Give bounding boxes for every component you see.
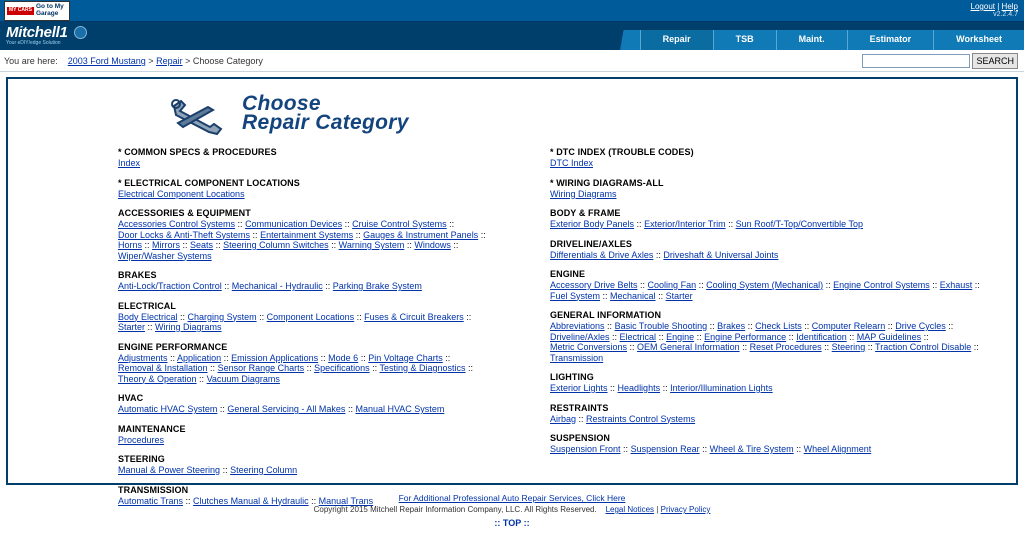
category-group xyxy=(550,403,992,425)
category-link[interactable]: Computer Relearn xyxy=(811,321,886,331)
link-separator: :: xyxy=(345,404,356,414)
link-separator: :: xyxy=(634,219,645,229)
link-separator: :: xyxy=(256,311,267,322)
category-link[interactable]: Wheel Alignment xyxy=(803,444,872,454)
link-separator: :: xyxy=(328,240,339,250)
help-link[interactable]: Help xyxy=(1001,2,1018,11)
link-separator: :: xyxy=(207,363,218,373)
category-link[interactable]: Index xyxy=(118,158,141,168)
link-separator: :: xyxy=(945,321,954,331)
category-link[interactable]: Automatic HVAC System xyxy=(118,404,218,414)
link-separator: :: xyxy=(600,290,611,301)
my-garage-label: Go to My Garage xyxy=(35,3,64,17)
page-title-line-2: Repair Category xyxy=(242,111,409,134)
category-link[interactable]: Seats xyxy=(190,240,214,250)
top-bar xyxy=(0,0,1024,22)
category-group xyxy=(118,270,498,292)
category-link-list xyxy=(118,496,498,507)
category-link[interactable]: Body Electrical xyxy=(118,311,178,322)
brand-bar xyxy=(0,22,1024,50)
link-separator: :: xyxy=(793,444,804,454)
category-group xyxy=(118,485,498,507)
link-separator: :: xyxy=(865,342,876,352)
link-separator: :: xyxy=(972,280,980,290)
category-link[interactable]: Suspension Front xyxy=(550,444,621,454)
category-group-heading: ACCESSORIES & EQUIPMENT xyxy=(118,208,251,218)
link-separator: :: xyxy=(609,331,620,342)
legal-notices-link[interactable]: Legal Notices xyxy=(605,505,655,514)
link-separator: :: xyxy=(221,281,232,291)
category-group-heading: * DTC INDEX (TROUBLE CODES) xyxy=(550,147,694,157)
wrench-icon xyxy=(168,93,234,133)
category-link[interactable]: Automatic Trans xyxy=(118,495,184,506)
link-separator: :: xyxy=(308,495,319,506)
category-group xyxy=(550,269,992,301)
link-separator: :: xyxy=(885,321,896,331)
category-group-heading: RESTRAINTS xyxy=(550,402,609,413)
category-link[interactable]: General Servicing - All Makes xyxy=(227,404,346,414)
category-link-list xyxy=(550,414,992,425)
tab-maint[interactable]: Maint. xyxy=(776,30,847,50)
category-link[interactable]: Anti-Lock/Traction Control xyxy=(118,281,222,291)
category-link[interactable]: Cooling System (Mechanical) xyxy=(706,280,824,290)
category-link[interactable]: Wiper/Washer Systems xyxy=(118,250,212,261)
link-separator: :: xyxy=(369,363,380,373)
category-group-heading: SUSPENSION xyxy=(550,433,611,443)
category-group-heading: GENERAL INFORMATION xyxy=(550,310,662,320)
link-separator: :: xyxy=(745,321,756,331)
top-account-links xyxy=(971,2,1018,18)
category-link[interactable]: Communication Devices xyxy=(245,219,343,229)
brand-name: Mitchell1 xyxy=(6,24,68,41)
category-link[interactable]: Vacuum Diagrams xyxy=(206,373,280,384)
category-group-heading: ELECTRICAL xyxy=(118,300,176,311)
brand-tagline: Your eDIY/edge Solution xyxy=(6,40,61,46)
category-link-list xyxy=(118,281,498,292)
search-area xyxy=(862,53,1018,69)
category-link-list xyxy=(118,435,498,446)
category-group xyxy=(118,342,498,385)
category-group-heading: BODY & FRAME xyxy=(550,208,621,218)
link-separator: :: xyxy=(213,240,224,250)
category-link[interactable]: Manual & Power Steering xyxy=(118,465,221,475)
breadcrumb-current: Choose Category xyxy=(192,56,263,66)
category-link[interactable]: Reset Procedures xyxy=(749,342,822,352)
category-link[interactable]: Abbreviations xyxy=(550,321,605,331)
tab-worksheet[interactable]: Worksheet xyxy=(933,30,1024,50)
category-link[interactable]: Sensor Range Charts xyxy=(217,363,305,373)
footer-separator: | xyxy=(656,505,659,514)
category-link[interactable]: Removal & Installation xyxy=(118,363,208,373)
category-link-list xyxy=(118,189,498,200)
link-separator: :: xyxy=(801,321,812,331)
page-title xyxy=(242,94,409,132)
link-separator: :: xyxy=(823,280,834,290)
link-separator: :: xyxy=(465,363,474,373)
category-link[interactable]: Steering Column Switches xyxy=(223,240,329,250)
category-link[interactable]: Identification xyxy=(796,331,847,342)
category-link-list xyxy=(550,250,992,261)
category-group xyxy=(550,178,992,200)
category-link[interactable]: Accessory Drive Belts xyxy=(550,280,638,290)
tab-tsb[interactable]: TSB xyxy=(713,30,776,50)
category-link[interactable]: Pin Voltage Charts xyxy=(368,352,443,363)
category-link[interactable]: Electrical xyxy=(619,331,657,342)
logout-link[interactable]: Logout xyxy=(970,2,995,11)
category-group-heading: ENGINE xyxy=(550,269,586,279)
top-links-separator: | xyxy=(997,2,1000,11)
link-separator: :: xyxy=(463,311,472,322)
category-link[interactable]: Gauges & Instrument Panels xyxy=(363,229,479,240)
category-group-heading: LIGHTING xyxy=(550,372,594,382)
link-separator: :: xyxy=(656,331,667,342)
link-separator: :: xyxy=(653,249,664,260)
category-link[interactable]: Exterior/Interior Trim xyxy=(644,219,726,229)
category-group xyxy=(118,424,498,446)
link-separator: :: xyxy=(699,444,710,454)
breadcrumb-prefix: You are here: xyxy=(4,56,58,66)
category-group-heading: STEERING xyxy=(118,454,165,464)
category-link-list xyxy=(118,404,498,415)
category-group xyxy=(118,393,498,415)
link-separator: :: xyxy=(446,219,455,229)
link-separator: :: xyxy=(442,352,451,363)
category-link[interactable]: Steering Column xyxy=(230,465,298,475)
category-group xyxy=(118,147,498,169)
nav-skew-decoration xyxy=(604,30,640,50)
category-link[interactable]: Component Locations xyxy=(266,311,355,322)
category-link[interactable]: Suspension Rear xyxy=(630,444,700,454)
link-separator: :: xyxy=(322,281,333,291)
version-label: v2.2.4.7 xyxy=(993,11,1018,18)
page-title-row xyxy=(168,93,1006,133)
category-group xyxy=(550,147,992,169)
privacy-policy-link[interactable]: Privacy Policy xyxy=(660,505,711,514)
category-link[interactable]: Mirrors xyxy=(152,240,181,250)
category-link[interactable]: Brakes xyxy=(717,321,746,331)
category-link-list xyxy=(550,280,992,301)
category-link[interactable]: Cruise Control Systems xyxy=(352,219,447,229)
link-separator: :: xyxy=(220,465,231,475)
link-separator: :: xyxy=(450,240,459,250)
category-column-left xyxy=(18,147,512,515)
back-to-top-link[interactable]: :: TOP :: xyxy=(494,518,530,528)
main-nav-tabs xyxy=(604,30,1024,50)
category-link[interactable]: Exterior Body Panels xyxy=(550,219,635,229)
category-link[interactable]: Engine xyxy=(666,331,695,342)
category-group-heading: * COMMON SPECS & PROCEDURES xyxy=(118,147,277,157)
category-link[interactable]: Differentials & Drive Axles xyxy=(550,249,654,260)
my-garage-button[interactable] xyxy=(4,1,70,21)
category-link-list xyxy=(550,444,992,455)
category-link[interactable]: Cooling Fan xyxy=(647,280,697,290)
link-separator: :: xyxy=(846,331,857,342)
category-group-heading: TRANSMISSION xyxy=(118,484,189,495)
brand-circle-icon xyxy=(74,26,87,39)
category-group xyxy=(550,208,992,230)
category-link[interactable]: Clutches Manual & Hydraulic xyxy=(193,495,309,506)
category-link[interactable]: Door Locks & Anti-Theft Systems xyxy=(118,229,251,240)
category-link[interactable]: Mechanical - Hydraulic xyxy=(231,281,323,291)
category-link[interactable]: Driveline/Axles xyxy=(550,331,610,342)
category-link[interactable]: Starter xyxy=(665,290,693,301)
link-separator: :: xyxy=(739,342,750,352)
link-separator: :: xyxy=(145,322,156,332)
category-link[interactable]: Theory & Operation xyxy=(118,373,197,384)
category-columns xyxy=(18,147,1006,515)
link-separator: :: xyxy=(607,383,618,393)
link-separator: :: xyxy=(786,331,797,342)
category-group-heading: * WIRING DIAGRAMS-ALL xyxy=(550,177,664,188)
category-link[interactable]: Sun Roof/T-Top/Convertible Top xyxy=(735,219,863,229)
link-separator: :: xyxy=(821,342,832,352)
category-link[interactable]: Driveshaft & Universal Joints xyxy=(663,249,779,260)
category-link[interactable]: Starter xyxy=(118,322,146,332)
category-link[interactable]: Exhaust xyxy=(939,280,973,290)
link-separator: :: xyxy=(304,363,315,373)
category-link[interactable]: Check Lists xyxy=(755,321,802,331)
category-link-list xyxy=(550,189,992,200)
link-separator: :: xyxy=(929,280,940,290)
category-link[interactable]: Adjustments xyxy=(118,352,168,363)
link-separator: :: xyxy=(167,352,178,363)
link-separator: :: xyxy=(142,240,153,250)
category-link[interactable]: Mechanical xyxy=(610,290,656,301)
link-separator: :: xyxy=(354,311,365,322)
link-separator: :: xyxy=(177,311,188,322)
category-link[interactable]: Windows xyxy=(414,240,451,250)
link-separator: :: xyxy=(342,219,353,229)
copyright-text: Copyright 2015 Mitchell Repair Information Company, LLC. All Rights Reserved. xyxy=(313,505,597,514)
link-separator: :: xyxy=(235,219,246,229)
category-link[interactable]: Exterior Lights xyxy=(550,383,608,393)
brand-logo[interactable] xyxy=(6,24,87,46)
category-link[interactable]: Horns xyxy=(118,240,143,250)
search-input[interactable] xyxy=(862,54,970,68)
category-link-list xyxy=(118,465,498,476)
category-link-list xyxy=(118,353,498,385)
link-separator: :: xyxy=(660,383,671,393)
category-link-list xyxy=(118,158,498,169)
category-link[interactable]: Traction Control Disable xyxy=(875,342,972,352)
category-group-heading: MAINTENANCE xyxy=(118,423,186,434)
search-button[interactable]: SEARCH xyxy=(972,53,1018,69)
category-link-list xyxy=(118,219,498,261)
link-separator: :: xyxy=(620,444,631,454)
link-separator: :: xyxy=(358,352,369,363)
link-separator: :: xyxy=(604,321,615,331)
category-group xyxy=(118,454,498,476)
link-separator: :: xyxy=(627,342,638,352)
breadcrumb-arrow-2: > xyxy=(185,56,191,66)
category-link[interactable]: Entertainment Systems xyxy=(260,229,354,240)
category-link[interactable]: MAP Guidelines xyxy=(856,331,922,342)
category-group-heading: ENGINE PERFORMANCE xyxy=(118,341,228,352)
category-link[interactable]: Transmission xyxy=(550,352,604,363)
link-separator: :: xyxy=(921,331,929,342)
link-separator: :: xyxy=(404,240,415,250)
tab-repair[interactable]: Repair xyxy=(640,30,713,50)
category-link[interactable]: Metric Conversions xyxy=(550,342,628,352)
category-group xyxy=(118,208,498,261)
category-group xyxy=(118,301,498,333)
link-separator: :: xyxy=(217,404,228,414)
category-group-heading: HVAC xyxy=(118,393,144,403)
pro-services-link[interactable]: For Additional Professional Auto Repair Services, Click Here xyxy=(398,493,626,503)
link-separator: :: xyxy=(180,240,191,250)
link-separator: :: xyxy=(725,219,736,229)
category-link[interactable]: Manual HVAC System xyxy=(355,404,445,414)
category-link[interactable]: Testing & Diagnostics xyxy=(379,363,466,373)
category-link[interactable]: Headlights xyxy=(617,383,661,393)
link-separator: :: xyxy=(696,280,707,290)
link-separator: :: xyxy=(250,229,261,240)
breadcrumb-vehicle[interactable]: 2003 Ford Mustang xyxy=(67,56,146,66)
link-separator: :: xyxy=(576,413,587,424)
category-link[interactable]: Parking Brake System xyxy=(332,281,422,291)
link-separator: :: xyxy=(637,280,648,290)
category-link[interactable]: Mode 6 xyxy=(328,352,359,363)
category-link[interactable]: Warning System xyxy=(338,240,405,250)
link-separator: :: xyxy=(707,321,718,331)
link-separator: :: xyxy=(353,229,364,240)
category-group xyxy=(550,372,992,394)
category-link[interactable]: Wiring Diagrams xyxy=(550,188,617,199)
link-separator: :: xyxy=(196,373,207,384)
category-link[interactable]: DTC Index xyxy=(550,158,594,168)
category-column-right xyxy=(512,147,1006,515)
category-link[interactable]: Emission Applications xyxy=(231,352,319,363)
category-group-heading: DRIVELINE/AXLES xyxy=(550,238,633,249)
category-link[interactable]: Engine Performance xyxy=(704,331,787,342)
tab-estimator[interactable]: Estimator xyxy=(847,30,934,50)
category-link[interactable]: Electrical Component Locations xyxy=(118,188,245,199)
category-link[interactable]: Manual Trans xyxy=(318,495,374,506)
link-separator: :: xyxy=(318,352,329,363)
category-link[interactable]: Interior/Illumination Lights xyxy=(670,383,773,393)
link-separator: :: xyxy=(971,342,979,352)
category-link[interactable]: Charging System xyxy=(187,311,257,322)
link-separator: :: xyxy=(655,290,666,301)
category-link[interactable]: Application xyxy=(177,352,222,363)
category-group-heading: BRAKES xyxy=(118,270,157,280)
category-link-list xyxy=(118,312,498,333)
link-separator: :: xyxy=(221,352,232,363)
link-separator: :: xyxy=(478,229,486,240)
breadcrumb-arrow-1: > xyxy=(148,56,154,66)
category-link[interactable]: Engine Control Systems xyxy=(833,280,930,290)
category-link[interactable]: Wiring Diagrams xyxy=(155,322,222,332)
category-link[interactable]: Wheel & Tire System xyxy=(709,444,794,454)
category-link[interactable]: Restraints Control Systems xyxy=(586,413,696,424)
category-link-list xyxy=(550,158,992,169)
category-link[interactable]: Steering xyxy=(831,342,866,352)
category-link[interactable]: Basic Trouble Shooting xyxy=(614,321,708,331)
breadcrumb-bar xyxy=(0,50,1024,72)
category-link[interactable]: Drive Cycles xyxy=(895,321,946,331)
category-link[interactable]: Specifications xyxy=(314,363,370,373)
category-link-list xyxy=(550,321,992,363)
category-link[interactable]: Airbag xyxy=(550,413,577,424)
category-group xyxy=(550,310,992,363)
category-group xyxy=(550,239,992,261)
category-link[interactable]: Fuses & Circuit Breakers xyxy=(364,311,464,322)
category-link-list xyxy=(550,219,992,230)
category-group xyxy=(550,433,992,455)
category-link[interactable]: Procedures xyxy=(118,434,165,445)
breadcrumb-repair[interactable]: Repair xyxy=(156,56,183,66)
category-link[interactable]: Accessories Control Systems xyxy=(118,219,236,229)
category-link[interactable]: Fuel System xyxy=(550,290,601,301)
page-title-line-1: Choose xyxy=(242,92,321,115)
my-cars-badge: MY CARS xyxy=(9,7,32,14)
category-link[interactable]: OEM General Information xyxy=(637,342,740,352)
category-group-heading: * ELECTRICAL COMPONENT LOCATIONS xyxy=(118,177,300,188)
link-separator: :: xyxy=(183,495,194,506)
link-separator: :: xyxy=(694,331,705,342)
category-group xyxy=(118,178,498,200)
category-link-list xyxy=(550,383,992,394)
